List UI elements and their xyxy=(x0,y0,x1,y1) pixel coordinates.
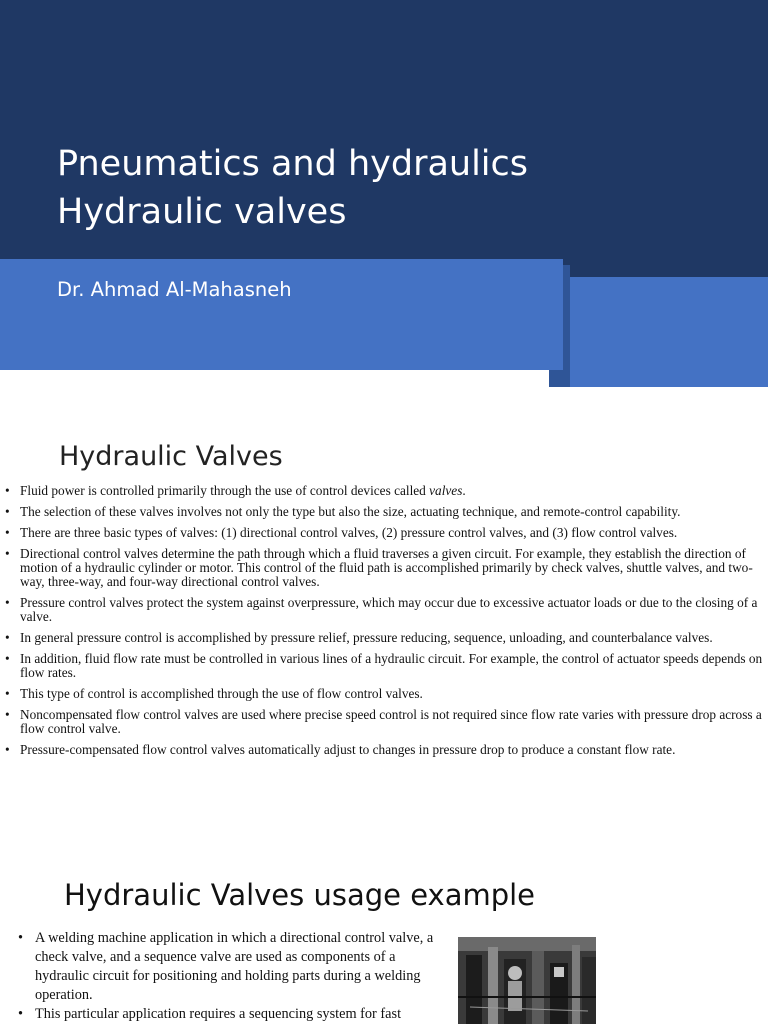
list-item xyxy=(0,652,766,680)
subtitle-band-edge xyxy=(563,265,570,387)
list-item-emphasis: valves xyxy=(429,483,463,498)
subtitle-band xyxy=(0,259,563,370)
list-item-text: This particular application requires a sequencing system for fast xyxy=(35,1006,402,1022)
list-item xyxy=(0,505,766,519)
list-item xyxy=(0,526,766,540)
list-item-text: Directional control valves determine the path through which a fluid traverses a given circuit. For example, they establish the direction of motion of a hydraulic cylinder or motor. This control of the fluid path is accomplished primarily by check valves, shuttle valves, and two-way, three-way, and four-way directional control valves. xyxy=(20,546,753,589)
welding-machine-image xyxy=(458,937,596,1024)
list-item-text: Fluid power is controlled primarily through the use of control devices called xyxy=(20,483,430,498)
slide-title xyxy=(57,140,528,236)
bullet-icon: • xyxy=(5,504,10,519)
list-item xyxy=(0,547,766,589)
list-item-text-end: . xyxy=(462,483,466,498)
bullet-icon: • xyxy=(18,930,24,946)
welding-machine-photo xyxy=(458,937,596,1024)
title-slide xyxy=(0,0,768,387)
bullet-icon: • xyxy=(5,686,10,701)
list-item xyxy=(0,708,766,736)
list-item xyxy=(18,929,448,1005)
bullet-list xyxy=(18,929,448,1024)
bullet-icon: • xyxy=(5,525,10,540)
author-name: Dr. Ahmad Al-Mahasneh xyxy=(57,278,292,301)
list-item-text: In general pressure control is accomplished by pressure relief, pressure reducing, sequence, unloading, and counterbalance valves. xyxy=(20,630,713,645)
list-item xyxy=(18,1005,448,1024)
list-item-text: The selection of these valves involves not only the type but also the size, actuating technique, and remote-control capability. xyxy=(20,504,681,519)
bullet-icon: • xyxy=(5,595,10,610)
slide-title-line2: Hydraulic valves xyxy=(57,192,347,232)
list-item xyxy=(0,631,766,645)
list-item-text: There are three basic types of valves: (1) directional control valves, (2) pressure control valves, and (3) flow control valves. xyxy=(20,525,678,540)
list-item xyxy=(0,687,766,701)
bullet-icon: • xyxy=(5,742,10,757)
bullet-icon: • xyxy=(5,546,10,561)
slide-heading: Hydraulic Valves usage example xyxy=(64,878,536,912)
slide-title-line1: Pneumatics and hydraulics xyxy=(57,144,529,184)
list-item-text: Pressure-compensated flow control valves automatically adjust to changes in pressure drop to produce a constant flow rate. xyxy=(20,742,676,757)
list-item-text: A welding machine application in which a directional control valve, a check valve, and a sequence valve are used as components of a hydraulic circuit for positioning and holding parts during a welding operation. xyxy=(35,930,434,1003)
list-item xyxy=(0,743,766,757)
list-item xyxy=(0,484,766,498)
list-item xyxy=(0,596,766,624)
hydraulic-valves-slide xyxy=(0,408,768,848)
list-item-text: Noncompensated flow control valves are used where precise speed control is not required since flow rate varies with pressure drop across a flow control valve. xyxy=(20,707,762,736)
bullet-icon: • xyxy=(5,707,10,722)
usage-example-slide xyxy=(0,868,768,1024)
list-item-text: Pressure control valves protect the system against overpressure, which may occur due to excessive actuator loads or due to the closing of a valve. xyxy=(20,595,758,624)
bullet-list xyxy=(0,484,766,764)
slide-heading: Hydraulic Valves xyxy=(59,441,283,472)
bullet-icon: • xyxy=(5,651,10,666)
bullet-icon: • xyxy=(5,483,10,498)
bullet-icon: • xyxy=(5,630,10,645)
bullet-icon: • xyxy=(18,1006,24,1022)
list-item-text: This type of control is accomplished through the use of flow control valves. xyxy=(20,686,423,701)
list-item-text: In addition, fluid flow rate must be controlled in various lines of a hydraulic circuit. For example, the control of actuator speeds depends on flow rates. xyxy=(20,651,763,680)
accent-block-right xyxy=(570,277,768,387)
